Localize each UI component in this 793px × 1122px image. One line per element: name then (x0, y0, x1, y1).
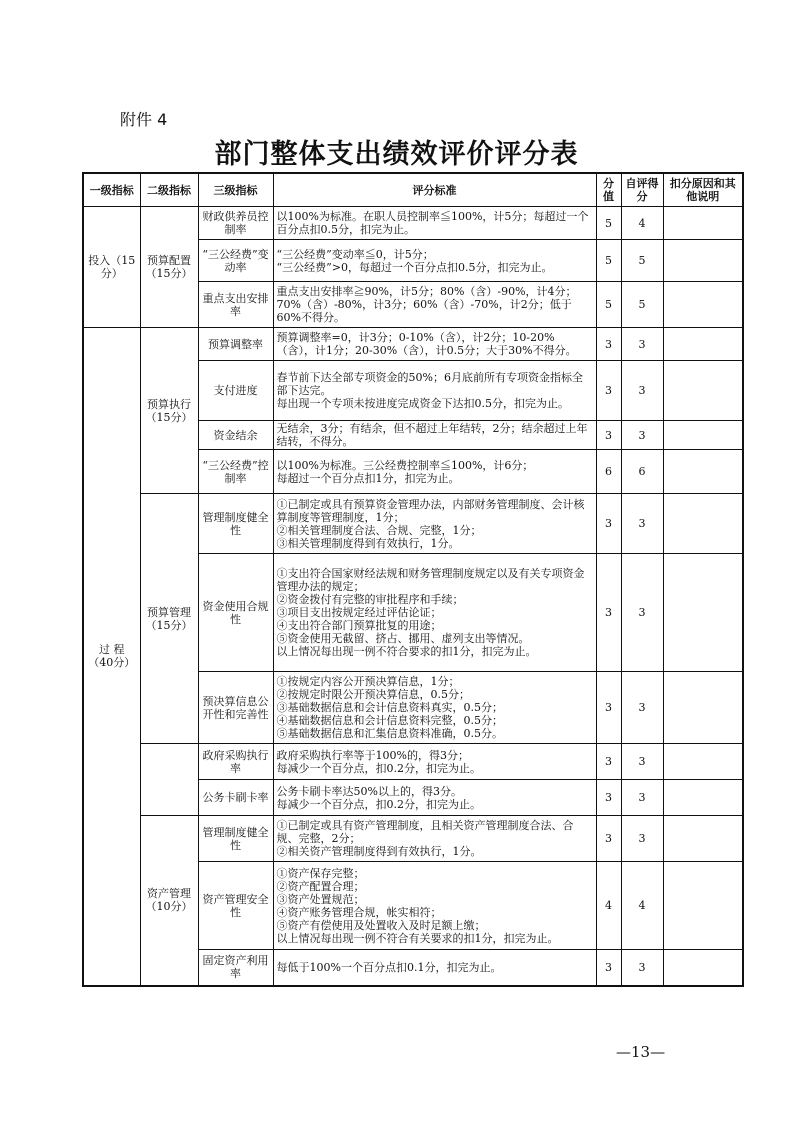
scoring-criteria (273, 421, 596, 450)
deduction-note (663, 780, 743, 816)
self-score: 5 (621, 240, 663, 282)
level2-indicator: 预算配置（15分） (140, 207, 198, 328)
scoring-criteria (273, 554, 596, 672)
score-value: 3 (596, 950, 621, 986)
level3-indicator: 资产管理安全性 (198, 862, 273, 950)
criteria-line: ③资产处置规范； (276, 892, 365, 906)
criteria-line: ③相关管理制度得到有效执行，1分。 (276, 536, 460, 550)
deduction-note (663, 450, 743, 494)
scoring-criteria (273, 207, 596, 240)
level2-indicator: 预算执行（15分） (140, 328, 198, 494)
criteria-line: 每出现一个专项未按进度完成资金下达扣0.5分，扣完为止。 (276, 397, 569, 410)
criteria-line: 春节前下达全部专项资金的50%；6月底前所有专项资金指标全部下达完。 (276, 371, 583, 397)
criteria-line: ①按规定内容公开预决算信息，1分； (276, 675, 460, 688)
level2-indicator (140, 744, 198, 816)
self-score: 5 (621, 282, 663, 328)
criteria-line: ①已制定或具有预算资金管理办法，内部财务管理制度、会计核算制度等管理制度，1分； (276, 497, 585, 524)
level3-indicator: 重点支出安排率 (198, 282, 273, 328)
criteria-line: ①已制定或具有资产管理制度，且相关资产管理制度合法、合规、完整，2分； (276, 819, 574, 845)
score-value: 3 (596, 328, 621, 361)
score-value: 3 (596, 816, 621, 862)
criteria-line: 每减少一个百分点，扣0.2分，扣完为止。 (276, 761, 481, 775)
self-score: 3 (621, 744, 663, 780)
deduction-note (663, 494, 743, 554)
deduction-note (663, 672, 743, 744)
self-score: 3 (621, 950, 663, 986)
scoring-criteria (273, 328, 596, 361)
score-value: 3 (596, 554, 621, 672)
criteria-line: 每超过一个百分点扣1分，扣完为止。 (276, 471, 460, 485)
self-score: 6 (621, 450, 663, 494)
evaluation-table (82, 172, 744, 987)
level3-indicator: 固定资产利用率 (198, 950, 273, 986)
level3-indicator: 资金使用合规性 (198, 554, 273, 672)
deduction-note (663, 816, 743, 862)
column-header: 自评得分 (621, 173, 663, 207)
self-score: 3 (621, 554, 663, 672)
deduction-note (663, 328, 743, 361)
criteria-line: ②资金拨付有完整的审批程序和手续； (276, 593, 464, 606)
deduction-note (663, 282, 743, 328)
scoring-criteria (273, 744, 596, 780)
column-header: 二级指标 (140, 173, 198, 207)
scoring-criteria (273, 950, 596, 986)
table-row (83, 744, 743, 780)
score-value: 3 (596, 780, 621, 816)
criteria-line: ③基础数据信息和会计信息资料真实，0.5分； (276, 701, 503, 714)
deduction-note (663, 240, 743, 282)
score-value: 5 (596, 240, 621, 282)
level3-indicator: 政府采购执行率 (198, 744, 273, 780)
criteria-line: ④资产账务管理合规，帐实相符； (276, 905, 442, 919)
score-value: 3 (596, 494, 621, 554)
table-row (83, 816, 743, 862)
self-score: 4 (621, 207, 663, 240)
scoring-criteria (273, 862, 596, 950)
table-header-row (83, 173, 743, 207)
page-title: 部门整体支出绩效评价评分表 (214, 139, 579, 170)
table-row (83, 207, 743, 240)
score-value: 3 (596, 672, 621, 744)
self-score: 3 (621, 816, 663, 862)
criteria-line: 重点支出安排率≧90%，计5分；80%（含）-90%，计4分；70%（含）-80%，计3分；60%（含）-70%，计2分；低于60%不得分。 (276, 285, 577, 324)
deduction-note (663, 361, 743, 421)
criteria-line: ②相关管理制度合法、合规、完整，1分； (276, 523, 482, 537)
level3-indicator: 资金结余 (198, 421, 273, 450)
criteria-line: ②资产配置合理； (276, 879, 365, 893)
scoring-criteria (273, 780, 596, 816)
criteria-line: ⑤资金使用无截留、挤占、挪用、虚列支出等情况。 (276, 632, 530, 645)
score-value: 6 (596, 450, 621, 494)
level3-indicator: “三公经费”变动率 (198, 240, 273, 282)
deduction-note (663, 950, 743, 986)
criteria-line: 政府采购执行率等于100%的，得3分； (276, 748, 469, 762)
scoring-criteria (273, 361, 596, 421)
level3-indicator: 支付进度 (198, 361, 273, 421)
level3-indicator: 管理制度健全性 (198, 816, 273, 862)
criteria-line: ①支出符合国家财经法规和财务管理制度规定以及有关专项资金管理办法的规定； (276, 567, 585, 593)
self-score: 4 (621, 862, 663, 950)
score-value: 5 (596, 207, 621, 240)
level3-indicator: 预决算信息公开性和完善性 (198, 672, 273, 744)
criteria-line: 以上情况每出现一例不符合要求的扣1分，扣完为止。 (276, 645, 537, 658)
column-header: 评分标准 (273, 173, 596, 207)
criteria-line: ⑤资产有偿使用及处置收入及时足额上缴； (276, 918, 486, 932)
criteria-line: ⑤基础数据信息和汇集信息资料准确，0.5分。 (276, 727, 503, 740)
level3-indicator: 管理制度健全性 (198, 494, 273, 554)
criteria-line: 以100%为标准。在职人员控制率≦100%，计5分；每超过一个百分点扣0.5分，扣完为止。 (276, 210, 589, 236)
column-header: 分值 (596, 173, 621, 207)
deduction-note (663, 862, 743, 950)
level3-indicator: 财政供养员控制率 (198, 207, 273, 240)
level2-indicator: 资产管理（10分） (140, 816, 198, 986)
criteria-line: 预算调整率=0，计3分；0-10%（含），计2分；10-20%（含），计1分；20-30%（含），计0.5分；大于30%不得分。 (276, 331, 577, 357)
criteria-line: ②按规定时限公开预决算信息，0.5分； (276, 688, 470, 701)
self-score: 3 (621, 421, 663, 450)
column-header: 三级指标 (198, 173, 273, 207)
scoring-criteria (273, 672, 596, 744)
criteria-line: 以上情况每出现一例不符合有关要求的扣1分，扣完为止。 (276, 931, 559, 945)
score-value: 3 (596, 421, 621, 450)
deduction-note (663, 421, 743, 450)
deduction-note (663, 744, 743, 780)
scoring-criteria (273, 282, 596, 328)
scoring-criteria (273, 450, 596, 494)
page-number: —13— (616, 1043, 666, 1061)
self-score: 3 (621, 361, 663, 421)
column-header: 一级指标 (83, 173, 140, 207)
level1-indicator: 过 程（40分） (83, 328, 140, 986)
column-header: 扣分原因和其他说明 (663, 173, 743, 207)
level2-indicator: 预算管理（15分） (140, 494, 198, 744)
self-score: 3 (621, 672, 663, 744)
criteria-line: 每低于100%一个百分点扣0.1分，扣完为止。 (276, 960, 502, 974)
criteria-line: 以100%为标准。三公经费控制率≦100%，计6分； (276, 458, 534, 472)
score-value: 4 (596, 862, 621, 950)
criteria-line: ④基础数据信息和会计信息资料完整，0.5分； (276, 714, 503, 727)
deduction-note (663, 207, 743, 240)
criteria-line: ④支出符合部门预算批复的用途； (276, 619, 442, 632)
criteria-line: “三公经费”>0，每超过一个百分点扣0.5分，扣完为止。 (276, 260, 553, 274)
criteria-line: ①资产保存完整； (276, 866, 365, 880)
self-score: 3 (621, 328, 663, 361)
criteria-line: ③项目支出按规定经过评估论证； (276, 606, 442, 619)
scoring-criteria (273, 816, 596, 862)
score-value: 5 (596, 282, 621, 328)
criteria-line: ②相关资产管理制度得到有效执行，1分。 (276, 845, 482, 858)
level3-indicator: 公务卡刷卡率 (198, 780, 273, 816)
level1-indicator: 投入（15分） (83, 207, 140, 328)
criteria-line: 无结余，3分；有结余，但不超过上年结转，2分；结余超过上年结转，不得分。 (276, 422, 588, 448)
level3-indicator: 预算调整率 (198, 328, 273, 361)
self-score: 3 (621, 494, 663, 554)
criteria-line: 公务卡刷卡率达50%以上的，得3分。 (276, 784, 462, 798)
table-row (83, 328, 743, 361)
criteria-line: 每减少一个百分点，扣0.2分，扣完为止。 (276, 797, 481, 811)
deduction-note (663, 554, 743, 672)
score-value: 3 (596, 361, 621, 421)
self-score: 3 (621, 780, 663, 816)
score-value: 3 (596, 744, 621, 780)
level3-indicator: “三公经费”控制率 (198, 450, 273, 494)
criteria-line: “三公经费”变动率≦0，计5分； (276, 247, 434, 261)
scoring-criteria (273, 494, 596, 554)
table-row (83, 494, 743, 554)
scoring-criteria (273, 240, 596, 282)
attachment-label: 附件 4 (120, 110, 168, 129)
